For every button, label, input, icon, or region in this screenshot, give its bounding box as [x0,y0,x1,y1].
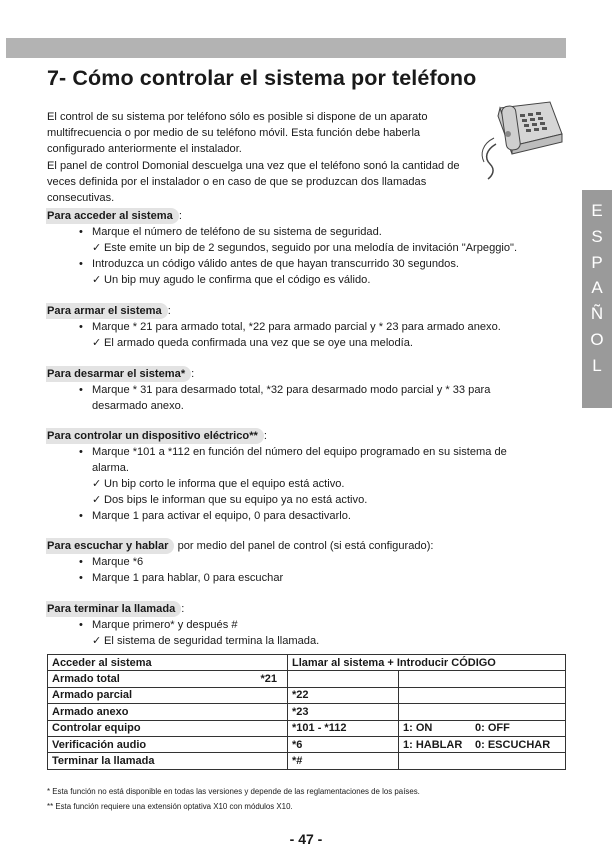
section-header: Para escuchar y hablar [46,538,174,554]
footnote: * Esta función no está disponible en todas las versiones y depende de las reglamentaciones de los países. [47,787,420,796]
language-tab-letter: L [592,355,602,375]
check-icon: ✓ [92,478,102,490]
table-cell-label [48,671,288,687]
bullet-item: • Marque 1 para hablar, 0 para escuchar [47,570,547,586]
table-cell-options [399,736,566,752]
check-item [47,272,547,288]
section-header-tail: por medio del panel de control (si está configurado): [174,540,434,552]
table-header-cell: Llamar al sistema + Introducir CÓDIGO [288,655,566,671]
section-audio [47,538,547,586]
check-item [47,492,547,508]
table-cell-label: Terminar la llamada [48,753,288,769]
table-cell-options [399,704,566,720]
table-cell-code: *23 [288,704,399,720]
check-icon: ✓ [92,635,102,647]
intro-paragraph: El panel de control Domonial descuelga una vez que el teléfono sonó la cantidad de veces definida por el instalador o en caso de que se produzcan dos llamadas consecutivas. [47,159,460,205]
section-arm [47,303,547,351]
language-tab-letter: A [591,278,603,298]
page-title: 7- Cómo controlar el sistema por teléfono [47,66,477,90]
bullet-item: • Marque *101 a *112 en función del número del equipo programado en su sistema de alarma. [47,444,547,476]
intro-text [47,109,467,206]
section-header: Para acceder al sistema [46,208,179,224]
summary-table [47,654,566,770]
language-tab-letter: P [591,252,603,272]
section-header-tail: : [263,430,267,442]
section-header-tail: : [191,368,195,380]
option-a: 1: ON [403,722,433,735]
table-row [48,687,566,703]
language-tab [582,190,612,408]
check-item [47,240,547,256]
section-header: Para armar el sistema [46,303,168,319]
table-cell-label: Armado parcial [48,687,288,703]
section-header: Para controlar un dispositivo eléctrico** [46,428,264,444]
check-item [47,335,547,351]
table-cell-code [288,671,399,687]
section-hangup [47,601,547,649]
table-cell-code: *22 [288,687,399,703]
table-cell-options [399,671,566,687]
table-cell-label: Verificación audio [48,736,288,752]
table-row [48,736,566,752]
section-device [47,428,547,524]
language-tab-letter: Ñ [590,304,604,324]
language-tab-letter: O [590,329,604,349]
table-row [48,704,566,720]
row-code-inline: *21 [260,673,277,686]
bullet-item: • Marque el número de teléfono de su sistema de seguridad. [47,224,547,240]
language-tab-letter: E [591,201,603,220]
check-item-text: Un bip corto le informa que el equipo está activo. [104,478,345,490]
check-item-text: El armado queda confirmada una vez que se oye una melodía. [104,337,413,349]
table-row [48,753,566,769]
bullet-item: • Marque * 31 para desarmado total, *32 para desarmado modo parcial y * 33 para desarmado anexo. [47,382,547,414]
section-header-tail: : [181,603,185,615]
table-cell-code: *101 - *112 [288,720,399,736]
option-b: 0: OFF [475,722,510,735]
table-row [48,720,566,736]
page-number: - 47 - [289,831,323,847]
check-item [47,476,547,492]
check-item-text: Este emite un bip de 2 segundos, seguido por una melodía de invitación "Arpeggio". [104,242,518,254]
section-disarm [47,366,547,414]
option-a: 1: HABLAR [403,738,463,751]
check-item [47,633,547,649]
table-row [48,671,566,687]
table-cell-code: *6 [288,736,399,752]
table-header-row [48,655,566,671]
footnotes [47,784,420,814]
table-cell-options [399,720,566,736]
section-header-tail: : [178,210,182,222]
intro-paragraph: El control de su sistema por teléfono sólo es posible si dispone de un aparato multifrecuencia o por medio de su teléfono móvil. Esta función debe haberla configurado anteriormente el instalador. [47,111,428,156]
footnote: ** Esta función requiere una extensión optativa X10 con módulos X10. [47,802,293,811]
table-header-cell: Acceder al sistema [48,655,288,671]
check-item-text: El sistema de seguridad termina la llamada. [104,635,320,647]
table-cell-code: *# [288,753,399,769]
table-cell-label: Armado anexo [48,704,288,720]
check-item-text: Un bip muy agudo le confirma que el código es válido. [104,274,371,286]
table-cell-options [399,753,566,769]
row-label: Armado total [52,673,120,686]
check-icon: ✓ [92,337,102,349]
telephone-icon [472,100,564,180]
bullet-item: • Marque primero* y después # [47,617,547,633]
option-b: 0: ESCUCHAR [475,738,551,751]
check-icon: ✓ [92,242,102,254]
section-access [47,208,547,288]
table-cell-label: Controlar equipo [48,720,288,736]
header-bar [6,38,566,58]
check-icon: ✓ [92,274,102,286]
section-header: Para desarmar el sistema* [46,366,191,382]
check-icon: ✓ [92,494,102,506]
section-header-tail: : [167,305,171,317]
section-header: Para terminar la llamada [46,601,181,617]
language-tab-letter: S [591,226,603,246]
table-cell-options [399,687,566,703]
bullet-item: • Marque 1 para activar el equipo, 0 para desactivarlo. [47,508,547,524]
bullet-item: • Introduzca un código válido antes de que hayan transcurrido 30 segundos. [47,256,547,272]
bullet-item: • Marque * 21 para armado total, *22 para armado parcial y * 23 para armado anexo. [47,319,547,335]
check-item-text: Dos bips le informan que su equipo ya no está activo. [104,494,368,506]
bullet-item: • Marque *6 [47,554,547,570]
